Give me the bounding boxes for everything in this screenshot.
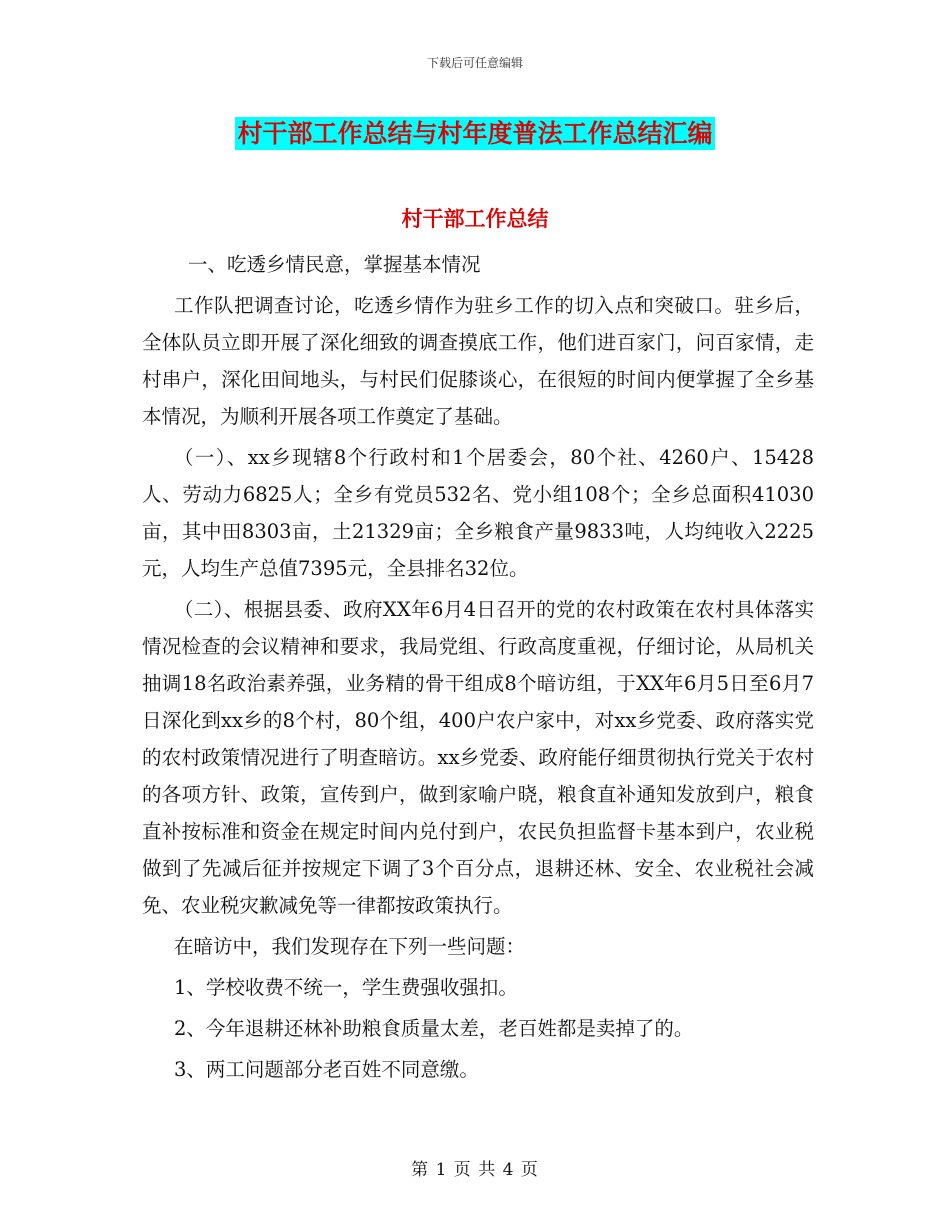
paragraph: （一）、xx乡现辖8个行政村和1个居委会，80个社、4260户、15428人、劳动力6825人；全乡有党员532名、党小组108个；全乡总面积41030亩，其中田8303亩，土21329亩；全乡粮食产量9833吨，人均纯收入2225元，人均生产总值7395元，全县排名32位。: [142, 446, 814, 580]
list-item: 2、今年退耕还林补助粮食质量太差，老百姓都是卖掉了的。: [174, 1017, 694, 1040]
section-title: 村干部工作总结: [401, 206, 549, 231]
paragraph: 在暗访中，我们发现存在下列一些问题：: [174, 935, 526, 958]
document-title-text: 村干部工作总结与村年度普法工作总结汇编: [237, 119, 713, 148]
paragraph-heading: 一、吃透乡情民意，掌握基本情况: [188, 253, 481, 276]
paragraph: （二）、根据县委、政府XX年6月4日召开的党的农村政策在农村具体落实情况检查的会议精神和要求，我局党组、行政高度重视，仔细讨论，从局机关抽调18名政治素养强，业务精的骨干组成8个暗访组，于XX年6月5日至6月7日深化到xx乡的8个村，80个组，400户农户家中，对xx乡党委、政府落实党的农村政策情况进行了明查暗访。xx乡党委、政府能仔细贯彻执行党关于农村的各项方针、政策，宣传到户，做到家喻户晓，粮食直补通知发放到户，粮食直补按标准和资金在规定时间内兑付到户，农民负担监督卡基本到户，农业税做到了先减后征并按规定下调了3个百分点，退耕还林、安全、农业税社会减免、农业税灾歉减免等一律都按政策执行。: [142, 598, 814, 917]
list-item: 1、学校收费不统一，学生费强收强扣。: [174, 976, 518, 999]
list-item: 3、两工问题部分老百姓不同意缴。: [174, 1058, 479, 1081]
document-body: [142, 246, 814, 1092]
page-header-note: 下载后可任意编辑: [426, 56, 523, 70]
paragraph: 工作队把调查讨论，吃透乡情作为驻乡工作的切入点和突破口。驻乡后，全体队员立即开展了深化细致的调查摸底工作，他们进百家门，问百家情，走村串户，深化田间地头，与村民们促膝谈心，在很短的时间内便掌握了全乡基本情况，为顺利开展各项工作奠定了基础。: [142, 294, 814, 428]
document-title: [0, 114, 950, 150]
page-number: 第 1 页 共 4 页: [411, 1160, 539, 1180]
